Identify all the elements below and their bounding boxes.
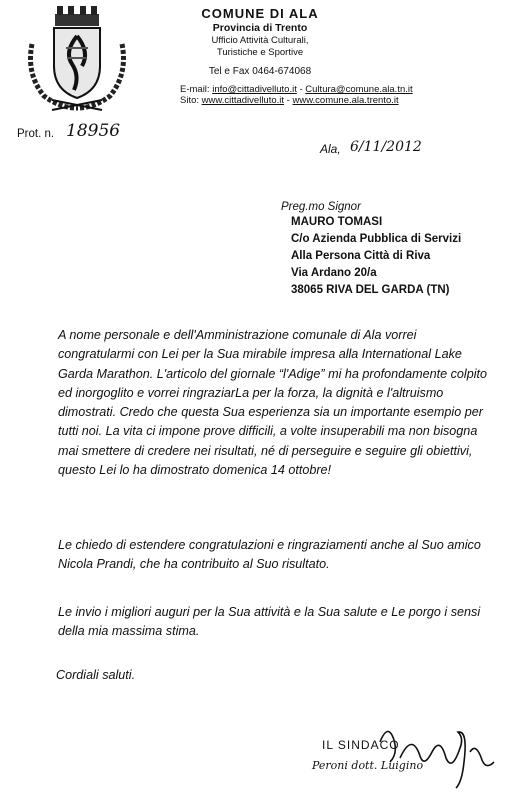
paragraph-line: della mia massima stima. <box>58 624 200 639</box>
office-name <box>180 35 340 59</box>
signatory-name: Peroni dott. Luigino <box>312 759 424 772</box>
paragraph-line: mai smettere di credere nei risultati, né di perseguire e seguire gli obiettivi, <box>58 443 473 458</box>
email-link-cultura[interactable]: Cultura@comune.ala.tn.it <box>305 84 413 95</box>
signature-title: IL SINDACO <box>322 738 400 752</box>
body-paragraph-2 <box>58 536 481 575</box>
paragraph-line: Garda Marathon. L'articolo del giornale “l'Adige” mi ha profondamente colpito <box>58 366 488 381</box>
handwritten-signature-icon <box>360 712 500 792</box>
date-place: Ala, <box>320 142 341 156</box>
protocol-number: 18956 <box>66 121 121 141</box>
closing-greeting: Cordiali saluti. <box>56 668 136 682</box>
office-line: Turistiche e Sportive <box>216 47 304 58</box>
protocol-label: Prot. n. <box>17 128 55 140</box>
coat-of-arms-icon <box>22 4 132 116</box>
date-value: 6/11/2012 <box>350 139 422 155</box>
province-name: Provincia di Trento <box>212 22 308 34</box>
email-link-info[interactable]: info@cittadivelluto.it <box>212 84 297 95</box>
recipient-address-line: Alla Persona Città di Riva <box>291 250 431 262</box>
municipality-title: COMUNE DI ALA <box>201 6 319 21</box>
paragraph-line: congratularmi con Lei per la Sua mirabile impresa alla International Lake <box>58 347 462 362</box>
paragraph-line: Nicola Prandi, che ha contribuito al Suo risultato. <box>58 557 330 572</box>
recipient-address-line: 38065 RIVA DEL GARDA (TN) <box>291 284 450 296</box>
website-link-citta[interactable]: www.cittadivelluto.it <box>201 95 285 106</box>
website-link-comune[interactable]: www.comune.ala.trento.it <box>292 95 399 106</box>
email-line <box>180 84 413 95</box>
paragraph-line: tutti noi. La vita ci impone prove difficili, a volte insuperabili ma non bisogna <box>58 424 478 439</box>
email-separator: - <box>296 84 306 95</box>
paragraph-line: ed inorgoglito e vorrei ringraziarLa per la forza, la dignità e l'altruismo <box>58 385 444 400</box>
website-line <box>180 95 399 106</box>
paragraph-line: Le invio i migliori auguri per la Sua attività e la Sua salute e Le porgo i sensi <box>58 605 481 619</box>
body-paragraph-1 <box>58 326 488 480</box>
recipient-address-line: C/o Azienda Pubblica di Servizi <box>291 233 462 245</box>
office-line: Ufficio Attività Culturali, <box>211 35 309 46</box>
body-paragraph-3 <box>58 603 481 642</box>
tel-fax: Tel e Fax 0464-674068 <box>208 66 312 77</box>
paragraph-line: questo Lei lo ha dimostrato domenica 14 ottobre! <box>58 463 332 478</box>
paragraph-line: dimostrati. Credo che questa Sua esperienza sia un importante esempio per <box>58 405 483 420</box>
website-separator: - <box>284 95 293 106</box>
recipient-address-line: Via Ardano 20/a <box>291 267 377 279</box>
recipient-name: MAURO TOMASI <box>291 216 383 228</box>
website-label: Sito: <box>180 95 202 106</box>
paragraph-line: Le chiedo di estendere congratulazioni e ringraziamenti anche al Suo amico <box>58 538 481 552</box>
paragraph-line: A nome personale e dell'Amministrazione comunale di Ala vorrei <box>58 328 417 342</box>
email-label: E-mail: <box>180 84 213 95</box>
recipient-salutation: Preg.mo Signor <box>281 201 361 213</box>
